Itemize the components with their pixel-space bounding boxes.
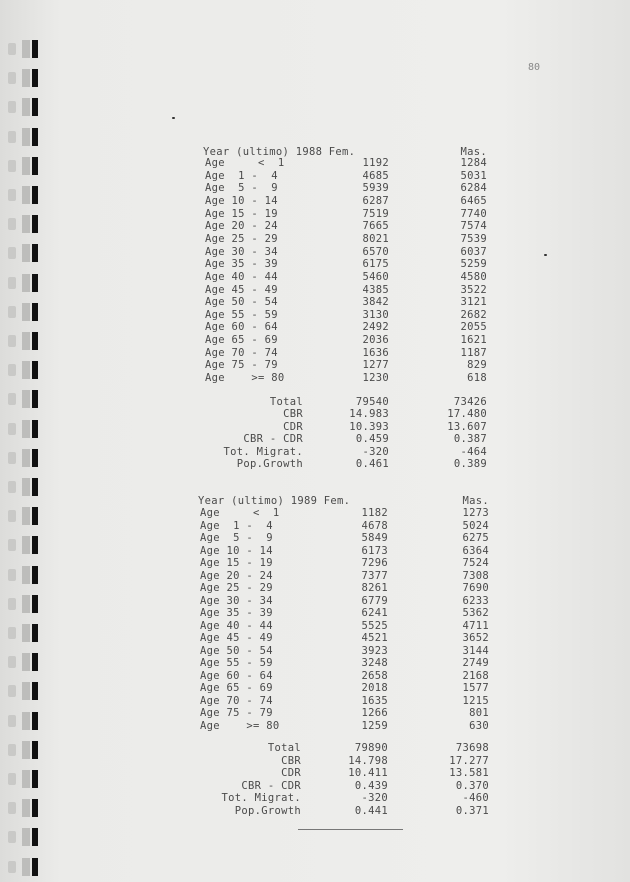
age-group-label: Age 60 - 64 xyxy=(200,669,273,682)
table-row xyxy=(198,582,498,595)
binding-ring xyxy=(8,770,36,788)
age-group-label: Age 75 - 79 xyxy=(205,359,278,372)
table-row xyxy=(198,607,498,620)
mas-value: 1215 xyxy=(462,694,489,707)
binding-ring xyxy=(8,420,36,438)
fem-value: 1182 xyxy=(361,507,388,519)
binding-ring xyxy=(8,244,36,262)
mas-value: 829 xyxy=(467,359,487,372)
mas-value: 0.389 xyxy=(453,458,487,470)
mas-value: 73426 xyxy=(453,396,487,408)
binding-ring xyxy=(8,858,36,876)
table-row xyxy=(203,170,503,183)
binding-ring xyxy=(8,653,36,671)
closing-rule xyxy=(298,829,403,830)
fem-value: 4678 xyxy=(361,519,388,532)
fem-value: 5939 xyxy=(362,182,389,195)
age-group-label: Age 1 - 4 xyxy=(205,169,278,182)
fem-value: 10.411 xyxy=(348,767,388,780)
table-row xyxy=(198,682,498,695)
mas-value: 2682 xyxy=(460,308,487,321)
fem-value: 3923 xyxy=(361,644,388,657)
summary-label: Total xyxy=(267,742,301,754)
summary-row xyxy=(198,742,498,755)
age-group-label: Age 65 - 69 xyxy=(200,682,273,694)
table-row xyxy=(198,695,498,708)
header-label: Year (ultimo) 1989 Fem. xyxy=(198,495,351,507)
fem-value: 1635 xyxy=(361,694,388,707)
mas-value: 2055 xyxy=(460,321,487,334)
fem-value: 14.798 xyxy=(348,754,388,767)
table-row xyxy=(203,334,503,347)
mas-value: 2168 xyxy=(462,669,489,682)
age-group-label: Age 5 - 9 xyxy=(205,182,278,195)
age-group-label: Age 25 - 29 xyxy=(205,232,278,245)
summary-row xyxy=(198,755,498,768)
fem-value: 8261 xyxy=(361,582,388,594)
summary-label: Tot. Migrat. xyxy=(223,445,303,458)
fem-value: 0.439 xyxy=(354,779,388,792)
mas-value: 6233 xyxy=(462,594,489,607)
binding-ring xyxy=(8,536,36,554)
mas-value: 13.607 xyxy=(447,420,487,433)
age-group-label: Age 30 - 34 xyxy=(200,594,273,607)
fem-value: 4385 xyxy=(362,283,389,296)
table-row xyxy=(198,720,498,733)
header-label: Year (ultimo) 1988 Fem. xyxy=(203,146,356,158)
mas-value: 7690 xyxy=(462,582,489,594)
fem-value: 0.459 xyxy=(355,433,389,446)
age-group-label: Age 75 - 79 xyxy=(200,707,273,719)
fem-value: 6175 xyxy=(362,258,389,271)
summary-row xyxy=(203,458,503,471)
age-group-label: Age 70 - 74 xyxy=(205,346,278,359)
fem-value: 6779 xyxy=(361,594,388,607)
fem-value: 2018 xyxy=(361,682,388,694)
mas-value: 13.581 xyxy=(449,767,489,780)
binding-ring xyxy=(8,361,36,379)
summary-label: CBR - CDR xyxy=(241,779,301,792)
mas-value: 1187 xyxy=(460,346,487,359)
fem-value: 2036 xyxy=(362,334,389,347)
summary-row xyxy=(203,433,503,446)
age-group-label: Age >= 80 xyxy=(200,719,280,732)
binding-ring xyxy=(8,40,36,58)
scan-speck xyxy=(172,117,175,119)
age-group-label: Age 40 - 44 xyxy=(205,270,278,283)
fem-value: 2492 xyxy=(362,321,389,334)
fem-value: 5849 xyxy=(361,532,388,544)
summary-row xyxy=(198,792,498,805)
age-group-label: Age >= 80 xyxy=(205,372,285,385)
fem-value: 1277 xyxy=(362,359,389,372)
fem-value: -320 xyxy=(361,792,388,805)
summary-row xyxy=(203,446,503,459)
binding-ring xyxy=(8,332,36,350)
table-row xyxy=(203,372,503,385)
table-row xyxy=(198,520,498,533)
age-group-label: Age 55 - 59 xyxy=(205,308,278,321)
mas-value: 618 xyxy=(467,372,487,385)
mas-value: 3144 xyxy=(462,644,489,657)
mas-value: 1577 xyxy=(462,682,489,694)
fem-value: 5525 xyxy=(361,619,388,632)
mas-value: 1284 xyxy=(460,157,487,169)
binding-ring xyxy=(8,624,36,642)
fem-value: 10.393 xyxy=(349,420,389,433)
fem-value: 3130 xyxy=(362,308,389,321)
mas-value: 630 xyxy=(469,719,489,732)
fem-value: 7377 xyxy=(361,569,388,582)
age-group-label: Age 45 - 49 xyxy=(200,632,273,644)
age-group-label: Age 55 - 59 xyxy=(200,657,273,669)
age-group-label: Age 15 - 19 xyxy=(200,557,273,569)
fem-value: 4685 xyxy=(362,169,389,182)
mas-value: 7740 xyxy=(460,207,487,220)
age-group-label: Age < 1 xyxy=(205,157,285,169)
fem-value: 8021 xyxy=(362,232,389,245)
age-group-label: Age 70 - 74 xyxy=(200,694,273,707)
table-row xyxy=(203,157,503,170)
mas-value: 3522 xyxy=(460,283,487,296)
fem-value: 0.441 xyxy=(354,805,388,817)
binding-ring xyxy=(8,828,36,846)
mas-value: 17.480 xyxy=(447,408,487,421)
mas-value: 5024 xyxy=(462,519,489,532)
summary-label: CDR xyxy=(281,767,301,780)
header-mas: Mas. xyxy=(460,146,487,158)
mas-value: 5259 xyxy=(460,258,487,271)
mas-value: 1273 xyxy=(462,507,489,519)
fem-value: 6287 xyxy=(362,194,389,207)
age-group-label: Age 35 - 39 xyxy=(205,258,278,271)
table-row xyxy=(203,309,503,322)
fem-value: 4521 xyxy=(361,632,388,644)
age-group-label: Age 50 - 54 xyxy=(200,644,273,657)
summary-label: CBR - CDR xyxy=(243,433,303,446)
binding-ring xyxy=(8,69,36,87)
table-row xyxy=(198,595,498,608)
summary-label: CBR xyxy=(283,408,303,421)
summary-row xyxy=(198,805,498,818)
table-row xyxy=(198,645,498,658)
mas-value: -464 xyxy=(460,445,487,458)
table-row xyxy=(203,246,503,259)
table-row xyxy=(203,233,503,246)
age-group-label: Age 5 - 9 xyxy=(200,532,273,544)
table-row xyxy=(203,195,503,208)
binding-ring xyxy=(8,566,36,584)
mas-value: 5031 xyxy=(460,169,487,182)
fem-value: 0.461 xyxy=(355,458,389,470)
mas-value: 4580 xyxy=(460,270,487,283)
binding-ring xyxy=(8,390,36,408)
mas-value: 7524 xyxy=(462,557,489,569)
table-row xyxy=(203,208,503,221)
table-row xyxy=(203,271,503,284)
table-row xyxy=(203,284,503,297)
binding-ring xyxy=(8,215,36,233)
mas-value: 0.370 xyxy=(455,779,489,792)
age-group-label: Age 35 - 39 xyxy=(200,607,273,619)
mas-value: 2749 xyxy=(462,657,489,669)
table-row xyxy=(198,670,498,683)
binding-ring xyxy=(8,682,36,700)
binding-ring xyxy=(8,303,36,321)
fem-value: 79890 xyxy=(354,742,388,754)
fem-value: 79540 xyxy=(355,396,389,408)
summary-label: CDR xyxy=(283,420,303,433)
fem-value: 1266 xyxy=(361,707,388,719)
binding-ring xyxy=(8,274,36,292)
fem-value: 3248 xyxy=(361,657,388,669)
mas-value: 17.277 xyxy=(449,754,489,767)
binding-ring xyxy=(8,741,36,759)
summary-row xyxy=(203,421,503,434)
binding-ring xyxy=(8,128,36,146)
age-group-label: Age 10 - 14 xyxy=(200,544,273,557)
mas-value: 6465 xyxy=(460,194,487,207)
table-row xyxy=(198,557,498,570)
age-group-label: Age 1 - 4 xyxy=(200,519,273,532)
binding-ring xyxy=(8,98,36,116)
age-group-label: Age 15 - 19 xyxy=(205,207,278,220)
age-group-label: Age 60 - 64 xyxy=(205,321,278,334)
mas-value: 6275 xyxy=(462,532,489,544)
mas-value: 7574 xyxy=(460,220,487,233)
fem-value: 2658 xyxy=(361,669,388,682)
age-group-label: Age 50 - 54 xyxy=(205,296,278,309)
summary-label: CBR xyxy=(281,754,301,767)
table-row xyxy=(203,182,503,195)
scan-speck xyxy=(544,254,547,256)
table-row xyxy=(198,620,498,633)
age-group-label: Age 20 - 24 xyxy=(200,569,273,582)
binding-ring xyxy=(8,507,36,525)
mas-value: 0.371 xyxy=(455,805,489,817)
age-group-label: Age 45 - 49 xyxy=(205,283,278,296)
fem-value: 7296 xyxy=(361,557,388,569)
table-row xyxy=(198,507,498,520)
table-row xyxy=(203,347,503,360)
mas-value: 801 xyxy=(469,707,489,719)
summary-label: Pop.Growth xyxy=(236,458,303,470)
mas-value: 6037 xyxy=(460,245,487,258)
mas-value: 0.387 xyxy=(453,433,487,446)
age-group-label: Age 10 - 14 xyxy=(205,194,278,207)
mas-value: 73698 xyxy=(455,742,489,754)
mas-value: 3121 xyxy=(460,296,487,309)
table-row xyxy=(198,632,498,645)
table-row xyxy=(203,220,503,233)
fem-value: 1636 xyxy=(362,346,389,359)
fem-value: 3842 xyxy=(362,296,389,309)
fem-value: 5460 xyxy=(362,270,389,283)
page-number: 80 xyxy=(528,62,541,73)
binding-ring xyxy=(8,799,36,817)
header-mas: Mas. xyxy=(462,495,489,507)
table-row xyxy=(198,532,498,545)
binding-ring xyxy=(8,478,36,496)
mas-value: 4711 xyxy=(462,619,489,632)
table-row xyxy=(198,657,498,670)
fem-value: 6241 xyxy=(361,607,388,619)
mas-value: -460 xyxy=(462,792,489,805)
binding-ring xyxy=(8,449,36,467)
age-group-label: Age < 1 xyxy=(200,507,280,519)
age-group-label: Age 25 - 29 xyxy=(200,582,273,594)
age-group-label: Age 20 - 24 xyxy=(205,220,278,233)
mas-value: 5362 xyxy=(462,607,489,619)
summary-row xyxy=(203,396,503,409)
table-row xyxy=(203,296,503,309)
fem-value: 6570 xyxy=(362,245,389,258)
mas-value: 6364 xyxy=(462,544,489,557)
age-group-label: Age 65 - 69 xyxy=(205,334,278,347)
binding-ring xyxy=(8,595,36,613)
binding-ring xyxy=(8,186,36,204)
fem-value: 1230 xyxy=(362,372,389,385)
fem-value: 7519 xyxy=(362,207,389,220)
mas-value: 7539 xyxy=(460,232,487,245)
table-row xyxy=(198,707,498,720)
table-row xyxy=(203,359,503,372)
summary-label: Pop.Growth xyxy=(234,805,301,817)
binding-ring xyxy=(8,712,36,730)
fem-value: 6173 xyxy=(361,544,388,557)
fem-value: 1259 xyxy=(361,719,388,732)
mas-value: 6284 xyxy=(460,182,487,195)
summary-row xyxy=(198,767,498,780)
mas-value: 7308 xyxy=(462,569,489,582)
summary-row xyxy=(198,780,498,793)
table-row xyxy=(198,570,498,583)
mas-value: 3652 xyxy=(462,632,489,644)
fem-value: -320 xyxy=(362,445,389,458)
summary-row xyxy=(203,408,503,421)
summary-label: Total xyxy=(269,396,303,408)
age-group-label: Age 40 - 44 xyxy=(200,619,273,632)
binding-ring xyxy=(8,157,36,175)
fem-value: 7665 xyxy=(362,220,389,233)
mas-value: 1621 xyxy=(460,334,487,347)
table-row xyxy=(203,258,503,271)
table-row xyxy=(198,545,498,558)
fem-value: 1192 xyxy=(362,157,389,169)
table-row xyxy=(203,321,503,334)
fem-value: 14.983 xyxy=(349,408,389,421)
age-group-label: Age 30 - 34 xyxy=(205,245,278,258)
summary-label: Tot. Migrat. xyxy=(221,792,301,805)
